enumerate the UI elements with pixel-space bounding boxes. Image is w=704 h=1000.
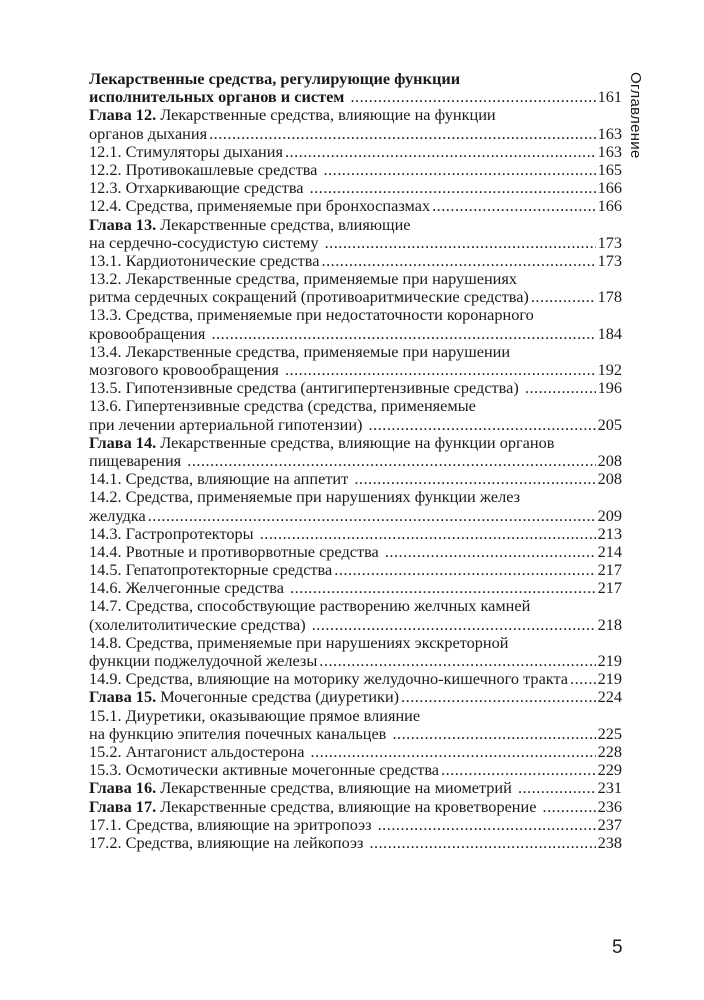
toc-page-number: 238 [597, 832, 622, 852]
toc-entry[interactable] [89, 379, 622, 397]
toc-line [89, 634, 622, 652]
toc-entry[interactable] [89, 597, 622, 633]
toc-page-number: 219 [597, 669, 622, 689]
toc-line [89, 652, 622, 670]
toc-entry-text [89, 143, 283, 161]
toc-entry-text [89, 525, 258, 543]
dot-leader [187, 452, 595, 470]
toc-line [89, 216, 622, 234]
entry-title: 12.2. Противокашлевые средства [89, 159, 322, 179]
toc-page-number: 166 [597, 178, 622, 198]
toc-line [89, 325, 622, 343]
toc-page-number: 217 [597, 560, 622, 580]
toc-entry[interactable] [89, 397, 622, 433]
toc-entry[interactable] [89, 707, 622, 743]
toc-entry[interactable] [89, 270, 622, 306]
dot-leader [334, 561, 595, 579]
entry-title: на функцию эпителия почечных канальцев [89, 723, 391, 743]
toc-entry[interactable] [89, 634, 622, 670]
toc-entry-text [89, 488, 520, 506]
dot-leader [285, 361, 596, 379]
dot-leader [543, 798, 596, 816]
toc-page-number: 224 [597, 687, 622, 707]
toc-page-number: 208 [597, 469, 622, 489]
toc-line [89, 379, 622, 397]
toc-entry-text [89, 216, 411, 234]
entry-title: 15.2. Антагонист альдостерона [89, 741, 309, 761]
toc-page-number: 237 [597, 814, 622, 834]
toc-entry[interactable] [89, 488, 622, 524]
toc-entry-text [89, 306, 534, 324]
toc-entry-text [89, 634, 508, 652]
chapter-label: Глава 14. [89, 432, 157, 452]
entry-title: 17.1. Средства, влияющие на эритропоэз [89, 814, 376, 834]
dot-leader [290, 579, 596, 597]
entry-title: Лекарственные средства, влияющие на функции [156, 105, 496, 125]
chapter-label: Лекарственные средства, регулирующие функции [89, 69, 461, 88]
toc-line [89, 197, 622, 215]
toc-line [89, 561, 622, 579]
dot-leader [354, 470, 595, 488]
toc-page-number: 163 [597, 141, 622, 161]
entry-title: 14.8. Средства, применяемые при нарушениях экскреторной [89, 632, 509, 652]
toc-entry[interactable] [89, 470, 622, 488]
page-number: 5 [612, 937, 623, 958]
toc-page-number: 173 [597, 250, 622, 270]
entry-title: Лекарственные средства, влияющие [156, 214, 411, 234]
toc-line [89, 543, 622, 561]
toc-entry[interactable] [89, 670, 622, 688]
toc-line [89, 688, 622, 706]
toc-entry-text [89, 106, 496, 124]
dot-leader [350, 88, 595, 106]
toc-page-number: 208 [597, 450, 622, 470]
toc-line [89, 743, 622, 761]
toc-entry-text [89, 816, 376, 834]
entry-title: (холелитолитические средства) [89, 614, 310, 634]
toc-entry-text [89, 325, 209, 343]
dot-leader [401, 688, 595, 706]
toc-entry[interactable] [89, 197, 622, 215]
toc-line [89, 416, 622, 434]
toc-entry[interactable] [89, 779, 622, 797]
dot-leader [285, 143, 596, 161]
toc-line [89, 434, 622, 452]
toc-entry[interactable] [89, 743, 622, 761]
toc-entry-text [89, 452, 185, 470]
entry-title: кровообращения [89, 323, 210, 343]
toc-line [89, 670, 622, 688]
toc-entry[interactable] [89, 106, 622, 142]
toc-entry-text [89, 343, 510, 361]
toc-entry[interactable] [89, 252, 622, 270]
dot-leader [441, 761, 596, 779]
toc-entry-text [89, 288, 529, 306]
chapter-label: Глава 12. [89, 105, 157, 125]
dot-leader [369, 416, 596, 434]
toc-entry-text [89, 670, 568, 688]
toc-entry[interactable] [89, 834, 622, 852]
toc-entry-text [89, 125, 207, 143]
toc-entry-text [89, 616, 310, 634]
toc-entry[interactable] [89, 579, 622, 597]
toc-entry[interactable] [89, 798, 622, 816]
entry-title: органов дыхания [89, 123, 208, 143]
toc-page-number: 205 [597, 414, 622, 434]
toc-entry[interactable] [89, 343, 622, 379]
toc-entry-text [89, 197, 430, 215]
toc-line [89, 306, 622, 324]
toc-entry[interactable] [89, 306, 622, 342]
toc-line [89, 234, 622, 252]
toc-line [89, 143, 622, 161]
dot-leader [392, 725, 595, 743]
toc-entry-text [89, 652, 317, 670]
entry-title: 13.5. Гипотензивные средства (антигипертензивные средства) [89, 378, 523, 398]
toc-entry[interactable] [89, 688, 622, 706]
dot-leader [570, 670, 596, 688]
toc-line [89, 125, 622, 143]
toc-entry-text [89, 743, 309, 761]
entry-title: 15.1. Диуретики, оказывающие прямое влияние [89, 705, 421, 725]
toc-entry-text [89, 361, 283, 379]
toc-line [89, 70, 622, 88]
entry-title: 15.3. Осмотически активные мочегонные средства [89, 760, 440, 780]
toc-entry-text [89, 543, 383, 561]
toc-line [89, 597, 622, 615]
toc-entry[interactable] [89, 561, 622, 579]
toc-entry-text [89, 779, 516, 797]
toc-entry[interactable] [89, 525, 622, 543]
toc-entry[interactable] [89, 216, 622, 252]
toc-page-number: 218 [597, 614, 622, 634]
dot-leader [518, 779, 596, 797]
toc-line [89, 179, 622, 197]
toc-line [89, 161, 622, 179]
toc-entry-text [89, 179, 308, 197]
chapter-label: Глава 17. [89, 796, 157, 816]
toc-line [89, 725, 622, 743]
toc-page-number: 184 [597, 323, 622, 343]
chapter-label: Глава 13. [89, 214, 157, 234]
entry-title: 17.2. Средства, влияющие на лейкопоэз [89, 832, 368, 852]
chapter-label: Глава 16. [89, 778, 157, 798]
toc-page-number: 228 [597, 741, 622, 761]
toc-entry-text [89, 470, 352, 488]
toc-page-number: 163 [597, 123, 622, 143]
toc-page-number: 166 [597, 196, 622, 216]
dot-leader [385, 543, 596, 561]
entry-title [344, 87, 348, 106]
entry-title: ритма сердечных сокращений (противоаритмические средства) [89, 287, 529, 307]
toc-page-number: 178 [597, 287, 622, 307]
toc-line [89, 252, 622, 270]
dot-leader [209, 125, 595, 143]
dot-leader [322, 252, 596, 270]
toc-line [89, 343, 622, 361]
entry-title: 14.6. Желчегонные средства [89, 578, 289, 598]
toc-entry-text [89, 252, 320, 270]
toc-entry[interactable] [89, 434, 622, 470]
entry-title: 12.1. Стимуляторы дыхания [89, 141, 283, 161]
toc-entry[interactable] [89, 816, 622, 834]
entry-title: 13.3. Средства, применяемые при недостаточности коронарного [89, 305, 534, 325]
toc-page-number: 165 [597, 159, 622, 179]
entry-title: Лекарственные средства, влияющие на функции органов [156, 432, 555, 452]
toc-line [89, 779, 622, 797]
dot-leader [260, 525, 596, 543]
toc-entry-text [89, 761, 439, 779]
toc-line [89, 106, 622, 124]
toc-line [89, 761, 622, 779]
toc-page-number: 219 [597, 651, 622, 670]
entry-title: пищеварения [89, 450, 186, 470]
entry-title: 13.1. Кардиотонические средства [89, 250, 320, 270]
dot-leader [432, 197, 595, 215]
dot-leader [531, 288, 596, 306]
toc-entry-text [89, 270, 517, 288]
entry-title: 14.1. Средства, влияющие на аппетит [89, 469, 353, 489]
entry-title: при лечении артериальной гипотензии) [89, 414, 367, 434]
entry-title: на сердечно-сосудистую систему [89, 232, 323, 252]
toc-page-number: 209 [597, 505, 622, 525]
entry-title: желудка [89, 505, 146, 525]
entry-title: 14.3. Гастропротекторы [89, 523, 258, 543]
toc-entry[interactable] [89, 543, 622, 561]
entry-title: 14.4. Рвотные и противорвотные средства [89, 541, 383, 561]
toc-line [89, 488, 622, 506]
toc-line [89, 616, 622, 634]
dot-leader [312, 616, 596, 634]
toc-line [89, 270, 622, 288]
toc-entry-text [89, 597, 530, 615]
entry-title: 12.4. Средства, применяемые при бронхоспазмах [89, 196, 431, 216]
entry-title: 14.5. Гепатопротекторные средства [89, 560, 333, 580]
toc-page-number: 214 [597, 541, 622, 561]
entry-title: 14.2. Средства, применяемые при нарушениях функции желез [89, 487, 521, 507]
entry-title: 12.3. Отхаркивающие средства [89, 178, 308, 198]
toc-entry-text [89, 707, 420, 725]
toc-line [89, 507, 622, 525]
entry-title: 14.7. Средства, способствующие растворению желчных камней [89, 596, 531, 616]
toc-entry-text [89, 397, 476, 415]
entry-title: 13.6. Гипертензивные средства (средства, применяемые [89, 396, 476, 416]
toc-entry[interactable] [89, 161, 622, 179]
toc-page-number: 196 [597, 378, 622, 398]
toc-page-number: 225 [597, 723, 622, 743]
dot-leader [325, 234, 596, 252]
entry-title: функции поджелудочной железы [89, 651, 318, 670]
toc-entry-text [89, 507, 146, 525]
dot-leader [319, 652, 595, 670]
toc-entry-text [89, 688, 399, 706]
toc-line [89, 834, 622, 852]
dot-leader [378, 816, 596, 834]
toc-page-number: 236 [597, 796, 622, 816]
toc-entry[interactable] [89, 143, 622, 161]
chapter-label: Глава 15. [89, 687, 157, 707]
entry-title: Мочегонные средства (диуретики) [156, 687, 400, 707]
entry-title: Лекарственные средства, влияющие на миометрий [156, 778, 516, 798]
toc-entry-text [89, 161, 321, 179]
entry-title: мозгового кровообращения [89, 360, 283, 379]
toc-entry-text [89, 725, 390, 743]
chapter-label: исполнительных органов и систем [89, 87, 345, 107]
toc-entry[interactable] [89, 70, 622, 106]
entry-title: 14.9. Средства, влияющие на моторику желудочно-кишечного тракта [89, 669, 569, 689]
dot-leader [323, 161, 595, 179]
toc-entry-text [89, 70, 460, 88]
toc-page-number: 161 [597, 87, 622, 107]
toc-line [89, 361, 622, 379]
toc-line [89, 798, 622, 816]
toc-entry-text [89, 834, 367, 852]
dot-leader [211, 325, 595, 343]
toc-page-number: 213 [597, 523, 622, 543]
dot-leader [148, 507, 596, 525]
dot-leader [369, 834, 595, 852]
toc-line [89, 88, 622, 106]
toc-entry-text [89, 561, 332, 579]
toc-line [89, 579, 622, 597]
toc-entry-text [89, 88, 348, 106]
toc-page-number: 229 [597, 760, 622, 780]
toc-line [89, 452, 622, 470]
dot-leader [311, 743, 596, 761]
entry-title: 13.4. Лекарственные средства, применяемые при нарушении [89, 341, 511, 361]
toc-page-number: 217 [597, 578, 622, 598]
toc-entry-text [89, 579, 288, 597]
entry-title: Лекарственные средства, влияющие на кроветворение [156, 796, 541, 816]
toc-page-number: 173 [597, 232, 622, 252]
toc-page-number: 192 [597, 360, 622, 379]
entry-title: 13.2. Лекарственные средства, применяемые при нарушениях [89, 269, 518, 289]
toc-entry-text [89, 798, 541, 816]
toc-line [89, 707, 622, 725]
toc-entry-text [89, 434, 554, 452]
toc-line [89, 288, 622, 306]
dot-leader [525, 379, 596, 397]
toc-line [89, 816, 622, 834]
toc-entry-text [89, 234, 323, 252]
toc-entry-text [89, 379, 523, 397]
toc-page-number: 231 [597, 778, 622, 798]
toc-entry[interactable] [89, 761, 622, 779]
dot-leader [310, 179, 596, 197]
table-of-contents [89, 70, 622, 852]
toc-line [89, 525, 622, 543]
toc-entry[interactable] [89, 179, 622, 197]
toc-entry-text [89, 416, 367, 434]
toc-line [89, 397, 622, 415]
toc-line [89, 470, 622, 488]
section-title-vertical: Оглавление [627, 72, 644, 159]
